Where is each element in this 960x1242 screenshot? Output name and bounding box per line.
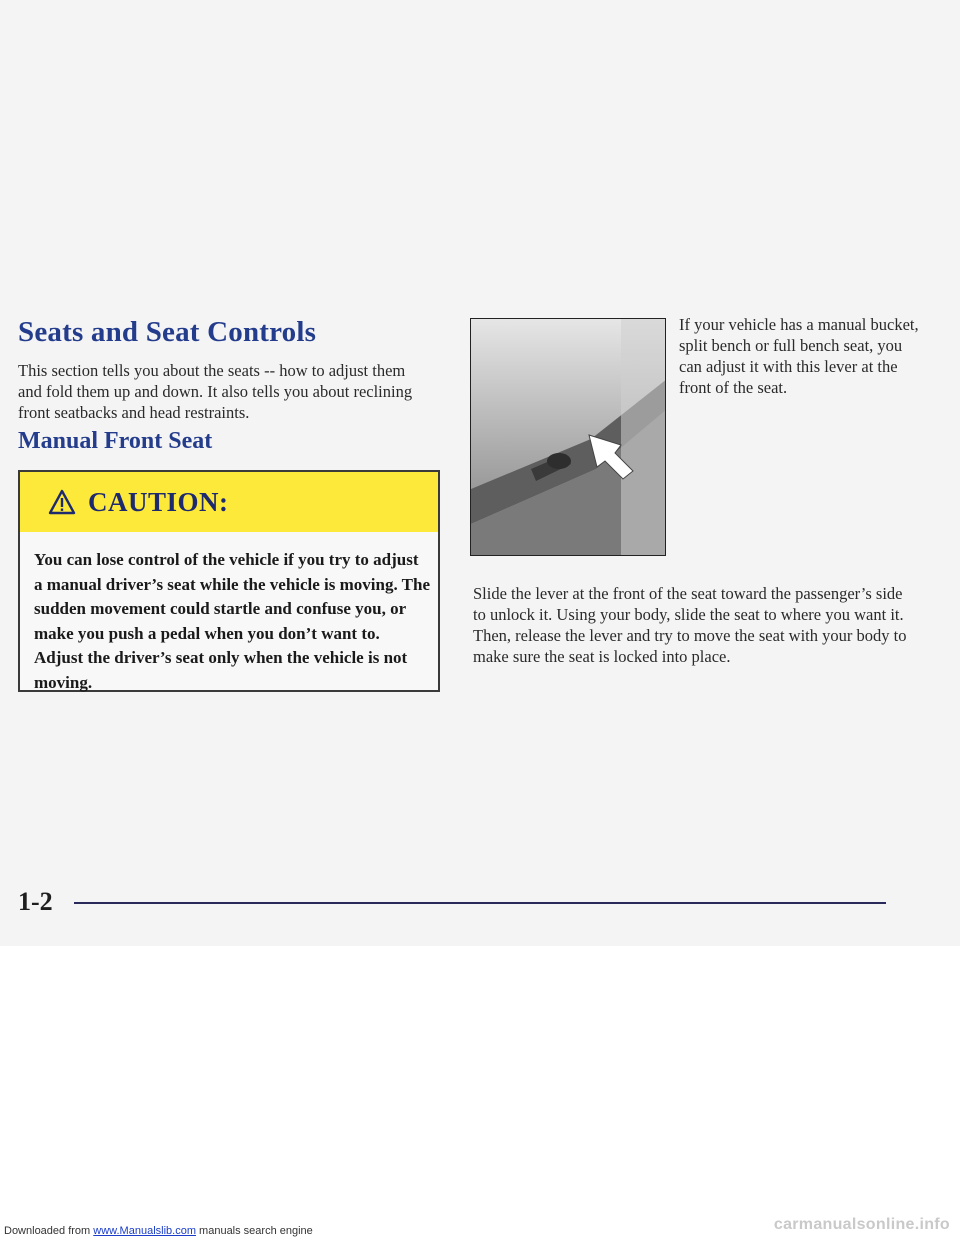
manualslib-link[interactable]: www.Manualslib.com <box>93 1225 196 1237</box>
page-rule <box>74 902 886 904</box>
caution-label: CAUTION: <box>88 486 229 517</box>
intro-paragraph: This section tells you about the seats -- how to adjust them and fold them up and down. It also tells you about reclining front seatbacks and head restraints. <box>18 361 413 422</box>
footer-suffix: manuals search engine <box>199 1225 313 1237</box>
side-paragraph: If your vehicle has a manual bucket, split bench or full bench seat, you can adjust it with this lever at the front of the seat. <box>679 315 919 397</box>
page-number: 1-2 <box>18 887 53 916</box>
section-title: Manual Front Seat <box>18 428 213 454</box>
caution-box <box>18 470 440 692</box>
site-watermark: carmanualsonline.info <box>773 1216 950 1233</box>
seat-lever-photo <box>470 318 666 556</box>
page-title: Seats and Seat Controls <box>18 316 317 348</box>
footer-prefix: Downloaded from <box>4 1225 91 1237</box>
caution-text: You can lose control of the vehicle if you try to adjust a manual driver’s seat while the vehicle is moving. The sudden movement could startle and confuse you, or make you push a pedal when you don’t want to. Adjust the driver’s seat only when the vehicle is not moving. <box>34 550 431 692</box>
download-footer <box>4 1225 313 1237</box>
warning-triangle-icon <box>48 489 76 515</box>
body-paragraph: Slide the lever at the front of the seat toward the passenger’s side to unlock it. Using your body, slide the seat to where you want it. Then, release the lever and try to move the seat with your body to make sure the seat is locked into place. <box>473 584 907 666</box>
caution-header <box>20 472 438 532</box>
seat-lever-illustration <box>471 319 666 556</box>
